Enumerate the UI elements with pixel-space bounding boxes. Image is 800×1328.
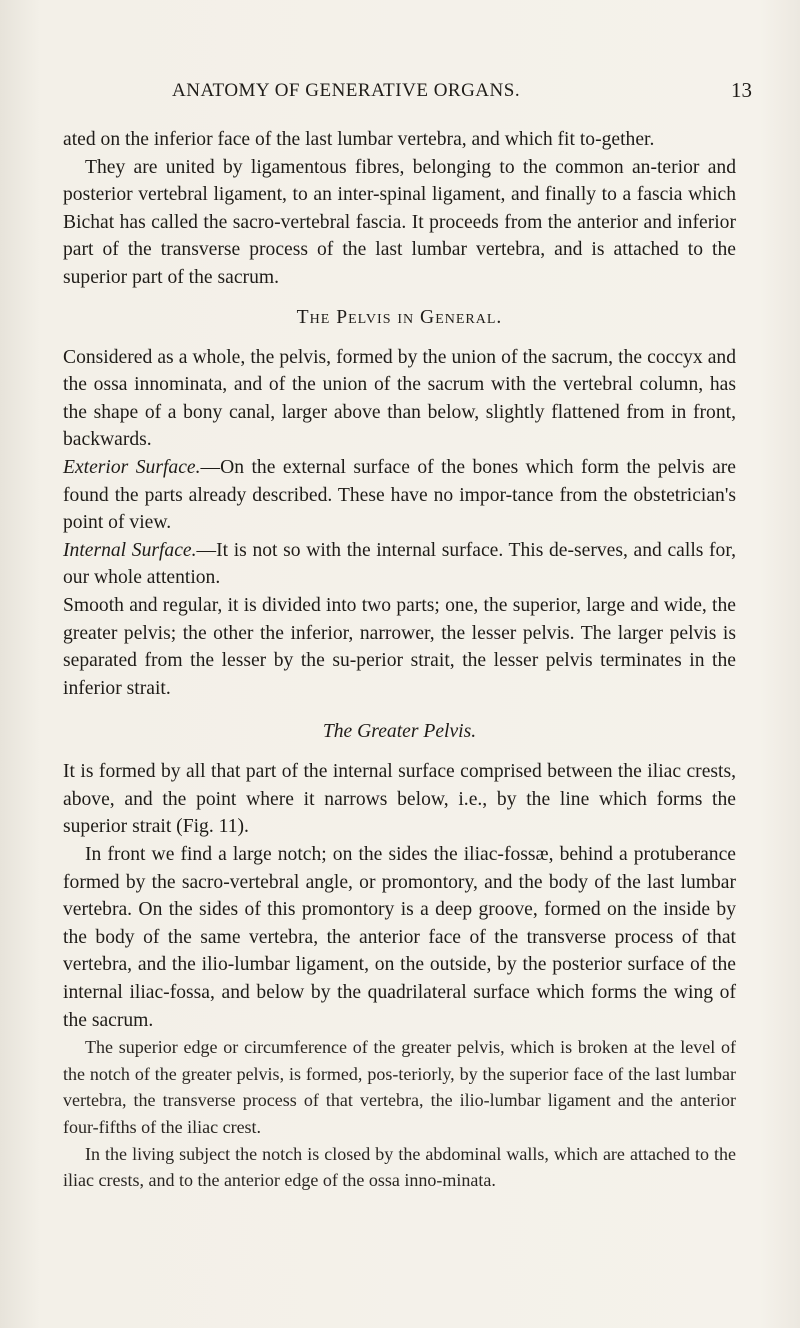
running-head (172, 80, 752, 108)
paragraph-lead: Exterior Surface. (63, 456, 201, 478)
page-number: 13 (731, 78, 752, 102)
paragraph: In the living subject the notch is closed by the abdominal walls, which are attached to the iliac crests, and to the anterior edge of the ossa inno-minata. (63, 1143, 736, 1191)
paragraph-lead: Internal Surface. (63, 539, 197, 561)
sub-heading: The Greater Pelvis. (322, 721, 477, 743)
paragraph (63, 454, 736, 537)
running-head-title: ANATOMY OF GENERATIVE ORGANS. (172, 80, 521, 101)
section-heading: The Pelvis in General. (296, 306, 503, 328)
paragraph: Smooth and regular, it is divided into two parts; one, the superior, large and wide, the greater pelvis; the other the inferior, narrower, the lesser pelvis. The larger pelvis is separated from the lesser by the su-perior strait, the lesser pelvis terminates in the inferior strait. (63, 594, 736, 699)
body-text (63, 126, 736, 1194)
paragraph (63, 537, 736, 592)
paragraph: The superior edge or circumference of the greater pelvis, which is broken at the level of the notch of the greater pelvis, is formed, pos-teriorly, by the superior face of the last lumbar vertebra, the transverse process of that vertebra, the ilio-lumbar ligament and the anterior four-fifths of the iliac crest. (63, 1037, 736, 1137)
paragraph: It is formed by all that part of the internal surface comprised between the iliac crests, above, and the point where it narrows below, i.e., by the line which forms the superior strait (Fig. 11). (63, 761, 736, 838)
paragraph: In front we find a large notch; on the sides the iliac-fossæ, behind a protuberance formed by the sacro-vertebral angle, or promontory, and the body of the last lumbar vertebra. On the sides of this promontory is a deep groove, formed on the inside by the body of the same vertebra, the anterior face of the transverse process of that vertebra, and the ilio-lumbar ligament, on the outside, by the posterior surface of the internal iliac-fossa, and below by the quadrilateral surface which forms the wing of the sacrum. (63, 844, 736, 1031)
paragraph-body: —It is not so with the internal surface. This de-serves, and calls for, our whole attention. (63, 539, 736, 589)
paragraph-body: —On the external surface of the bones which form the pelvis are found the parts already described. These have no impor-tance from the obstetrician's point of view. (63, 456, 736, 534)
paragraph: They are united by ligamentous fibres, belonging to the common an-terior and posterior vertebral ligament, to an inter-spinal ligament, and finally to a fascia which Bichat has called the sacro-vertebral fascia. It proceeds from the anterior and inferior part of the transverse process of the last lumbar vertebra, and is attached to the superior part of the sacrum. (63, 156, 736, 288)
paragraph: ated on the inferior face of the last lumbar vertebra, and which fit to-gether. (63, 129, 655, 150)
paragraph: Considered as a whole, the pelvis, formed by the union of the sacrum, the coccyx and the ossa innominata, and of the union of the sacrum with the vertebral column, has the shape of a bony canal, larger above than below, slightly flattened from in front, backwards. (63, 346, 736, 451)
